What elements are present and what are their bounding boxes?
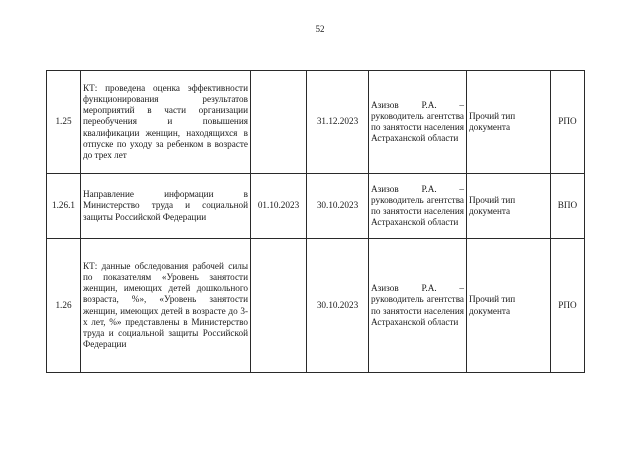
row-end-date: 30.10.2023	[307, 239, 369, 373]
row-number: 1.26.1	[47, 174, 81, 239]
row-responsible: Азизов Р.А. – руководитель агентства по занятости населения Астраханской области	[369, 174, 467, 239]
row-level: РПО	[551, 71, 585, 174]
row-end-date: 30.10.2023	[307, 174, 369, 239]
row-doc-type: Прочий тип документа	[467, 239, 551, 373]
row-description: КТ: проведена оценка эффективности функционирования результатов мероприятий в части организации переобучения и повышения квалификации женщин, находящихся в отпуске по уходу за ребенком в возрасте до трех лет	[81, 71, 251, 174]
row-responsible: Азизов Р.А. – руководитель агентства по занятости населения Астраханской области	[369, 71, 467, 174]
row-start-date	[251, 71, 307, 174]
table-row	[47, 174, 585, 239]
table-row	[47, 71, 585, 174]
row-level: РПО	[551, 239, 585, 373]
row-doc-type: Прочий тип документа	[467, 71, 551, 174]
row-description: КТ: данные обследования рабочей силы по показателям «Уровень занятости женщин, имеющих детей дошкольного возраста, %», «Уровень занятости женщин, имеющих детей в возрасте до 3-х лет, %» представлены в Министерство труда и социальной защиты Российской Федерации	[81, 239, 251, 373]
row-number: 1.26	[47, 239, 81, 373]
row-start-date: 01.10.2023	[251, 174, 307, 239]
row-description: Направление информации в Министерство труда и социальной защиты Российской Федерации	[81, 174, 251, 239]
row-level: ВПО	[551, 174, 585, 239]
row-responsible: Азизов Р.А. – руководитель агентства по занятости населения Астраханской области	[369, 239, 467, 373]
row-end-date: 31.12.2023	[307, 71, 369, 174]
plan-table	[46, 70, 585, 373]
row-doc-type: Прочий тип документа	[467, 174, 551, 239]
page-number: 52	[315, 24, 325, 34]
table-row	[47, 239, 585, 373]
row-start-date	[251, 239, 307, 373]
row-number: 1.25	[47, 71, 81, 174]
